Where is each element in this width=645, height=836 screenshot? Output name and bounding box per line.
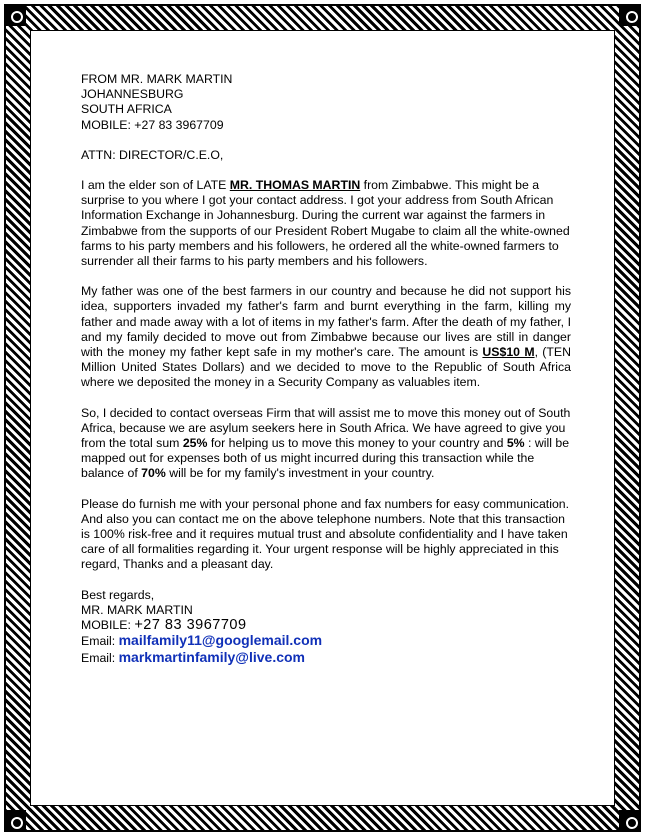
paragraph-request: Please do furnish me with your personal phone and fax numbers for easy communication. And also you can contact me on the above telephone numbers. Note that this transaction is 100% risk-free and it requires mutual trust and absolute confidentiality and I have taken care of all formalities regarding it. Your urgent response will be highly appreciated in this regard, Thanks and a pleasant day.	[81, 496, 570, 572]
mobile-label: MOBILE:	[81, 618, 135, 633]
sender-name: FROM MR. MARK MARTIN	[81, 72, 233, 86]
closing-email-2	[81, 650, 571, 666]
email-label: Email:	[81, 634, 119, 649]
corner-ornament-icon	[4, 4, 26, 26]
sender-mobile: MOBILE: +27 83 3967709	[81, 117, 224, 132]
letter-body	[81, 72, 571, 666]
corner-ornament-icon	[619, 4, 641, 26]
sender-city: JOHANNESBURG	[81, 87, 184, 102]
paragraph-proposal	[81, 406, 571, 482]
text-run: My father was one of the best farmers in our country and because he did not support his idea, supporters invaded my father's farm and burnt everything in the farm, killing my father and made away with a lot of items in my father's farm. After the death of my father, I and my family decided to move out from Zimbabwe because our lives are still in danger with the money my father kept safe in my mother's care. The amount is	[81, 284, 571, 360]
text-run: will be for my family's investment in your country.	[165, 466, 435, 481]
corner-ornament-icon	[4, 810, 26, 832]
corner-ornament-icon	[619, 810, 641, 832]
text-run: from Zimbabwe. This might be a surprise to you where I got your contact address. I got your address from South African Information Exchange in Johannesburg. During the current war against the farmers in Zimbabwe from the supports of our President Robert Mugabe to claim all the white-owned farms to his party members and his followers, he ordered all the white-owned farmers to surrender all their farms to his party members and his followers.	[81, 178, 570, 269]
percent-share: 25%	[182, 436, 208, 451]
sender-country: SOUTH AFRICA	[81, 102, 172, 117]
attention-line: ATTN: DIRECTOR/C.E.O,	[81, 147, 224, 162]
paragraph-story	[81, 284, 571, 390]
text-run: for helping us to move this money to your country and	[207, 436, 507, 451]
email-link[interactable]: markmartinfamily@live.com	[118, 648, 305, 665]
text-run: I am the elder son of LATE	[81, 178, 230, 193]
percent-balance: 70%	[141, 466, 166, 481]
email-label: Email:	[81, 650, 119, 665]
amount: US$10 M	[482, 345, 535, 360]
closing-regards: Best regards,	[81, 587, 155, 602]
closing-mobile	[81, 618, 571, 633]
father-name: MR. THOMAS MARTIN	[229, 178, 361, 193]
text-run: So, I decided to contact overseas Firm that will assist me to move this money out of South Africa, because we are asylum seekers here in South Africa. We have agreed to give you from the total sum	[81, 405, 571, 451]
paragraph-intro	[81, 178, 571, 269]
percent-expenses: 5%	[506, 436, 525, 451]
closing-name: MR. MARK MARTIN	[81, 602, 193, 617]
text-run: , (TEN Million United States Dollars) and we decided to move to the Republic of South Africa where we deposited the money in a Security Company as valuables item.	[81, 345, 571, 390]
closing-email-1	[81, 633, 571, 649]
email-link[interactable]: mailfamily11@googlemail.com	[118, 632, 323, 649]
text-run: : will be mapped out for expenses both of us might incurred during this transaction while the balance of	[81, 436, 570, 481]
mobile-number: +27 83 3967709	[134, 617, 247, 634]
